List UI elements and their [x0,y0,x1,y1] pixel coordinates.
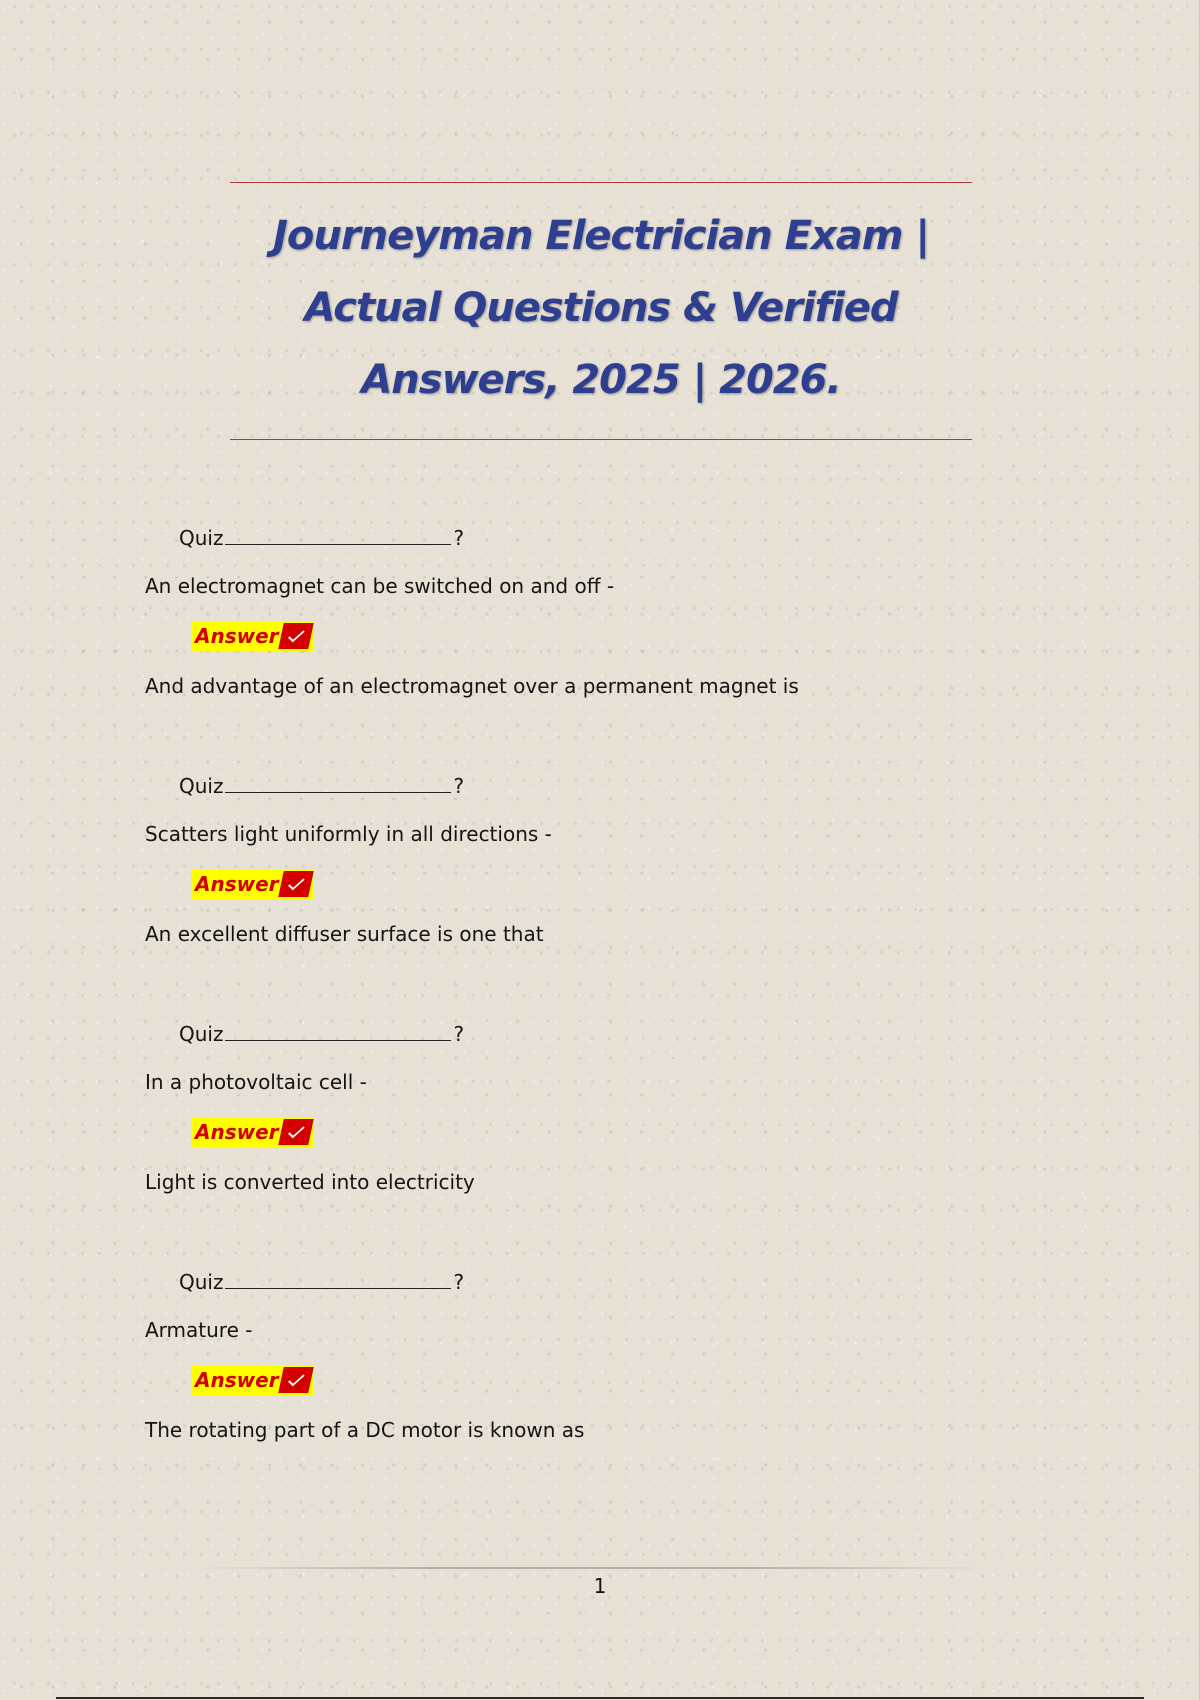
quiz-line [179,522,1045,554]
answer-text: An excellent diffuser surface is one that [145,922,544,946]
document-title: Journeyman Electrician Exam | Actual Questions & Verified Answers, 2025 | 2026. [273,213,929,403]
qa-item [145,1018,1045,1198]
question-text: An electromagnet can be switched on and off - [145,574,615,598]
qa-item [145,1266,1045,1446]
quiz-label: Quiz [179,1270,224,1294]
quiz-label: Quiz [179,774,224,798]
answer-text: The rotating part of a DC motor is known as [145,1418,585,1442]
footer-divider [190,1567,990,1569]
answer-label: Answer [195,624,279,648]
quiz-blank [225,770,451,793]
page-number: 1 [593,1574,607,1598]
check-icon [278,871,314,897]
check-icon [278,623,314,649]
answer-badge-row [191,620,1045,652]
quiz-suffix: ? [453,1270,465,1294]
quiz-line [179,770,1045,802]
answer-badge [191,1365,314,1395]
answer-badge [191,621,314,651]
quiz-suffix: ? [453,526,465,550]
quiz-line [179,1266,1045,1298]
answer-badge-row [191,1116,1045,1148]
page-bottom-border [56,1697,1144,1699]
question-text: In a photovoltaic cell - [145,1070,367,1094]
quiz-label: Quiz [179,526,224,550]
question-text: Armature - [145,1318,253,1342]
quiz-suffix: ? [453,1022,465,1046]
answer-label: Answer [195,1368,279,1392]
check-icon [278,1119,314,1145]
check-icon [278,1367,314,1393]
answer-badge-row [191,1364,1045,1396]
question-text: Scatters light uniformly in all directions - [145,822,552,846]
answer-badge [191,1117,314,1147]
answer-badge [191,869,314,899]
quiz-blank [225,1018,451,1041]
qa-item [145,770,1045,950]
answer-text: Light is converted into electricity [145,1170,475,1194]
answer-label: Answer [195,1120,279,1144]
qa-item [145,522,1045,702]
answer-text: And advantage of an electromagnet over a permanent magnet is [145,674,799,698]
quiz-blank [225,522,451,545]
quiz-line [179,1018,1045,1050]
answer-label: Answer [195,872,279,896]
quiz-suffix: ? [453,774,465,798]
quiz-blank [225,1266,451,1289]
title-top-rule [230,182,972,183]
answer-badge-row [191,868,1045,900]
quiz-label: Quiz [179,1022,224,1046]
title-bottom-rule [230,439,972,440]
